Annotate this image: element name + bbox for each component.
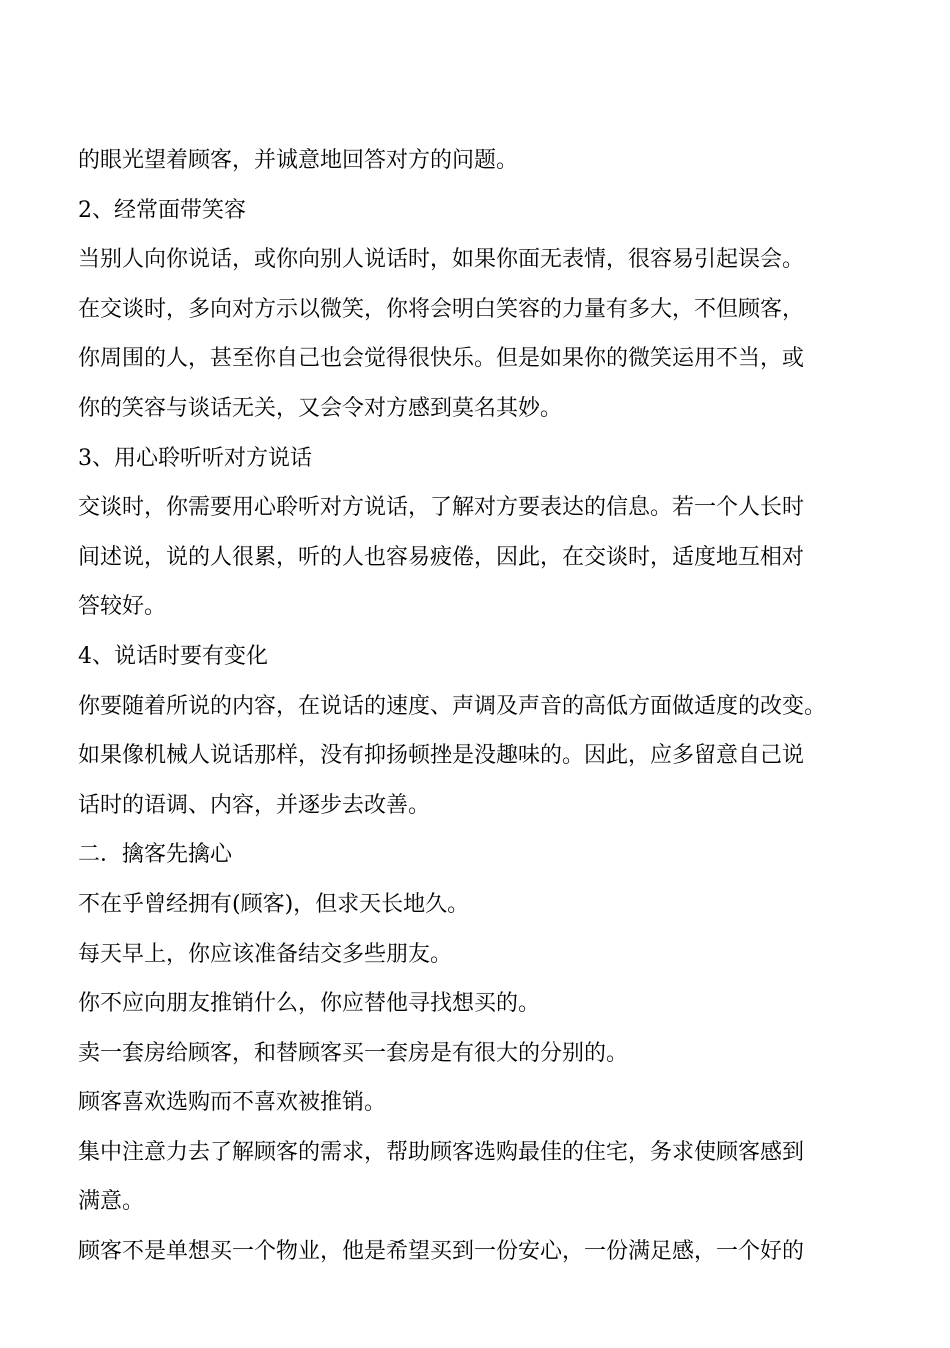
body-text-line: 当别人向你说话，或你向别人说话时，如果你面无表情，很容易引起误会。 xyxy=(78,247,805,273)
section-heading-smile: 2、经常面带笑容 xyxy=(78,197,246,223)
body-text-line: 间述说，说的人很累，听的人也容易疲倦，因此，在交谈时，适度地互相对 xyxy=(78,544,805,570)
section-heading-variation: 4、说话时要有变化 xyxy=(78,643,268,669)
body-text-line: 在交谈时，多向对方示以微笑，你将会明白笑容的力量有多大，不但顾客， xyxy=(78,296,805,322)
body-text-line: 话时的语调、内容，并逐步去改善。 xyxy=(78,792,431,818)
body-text-line: 顾客不是单想买一个物业，他是希望买到一份安心，一份满足感，一个好的 xyxy=(78,1239,805,1265)
body-text-line: 满意。 xyxy=(78,1189,145,1215)
body-text-line: 卖一套房给顾客，和替顾客买一套房是有很大的分别的。 xyxy=(78,1040,629,1066)
body-text-line: 答较好。 xyxy=(78,594,167,620)
chapter-heading-win-heart: 二．擒客先擒心 xyxy=(78,842,233,868)
body-text-line: 如果像机械人说话那样，没有抑扬顿挫是没趣味的。因此，应多留意自己说 xyxy=(78,743,805,769)
body-text-line: 的眼光望着顾客，并诚意地回答对方的问题。 xyxy=(78,148,519,173)
document-body xyxy=(78,136,898,1277)
body-text-line: 顾客喜欢选购而不喜欢被推销。 xyxy=(78,1090,387,1116)
body-text-line: 不在乎曾经拥有(顾客)，但求天长地久。 xyxy=(78,891,470,917)
body-text-line: 你要随着所说的内容，在说话的速度、声调及声音的高低方面做适度的改变。 xyxy=(78,693,827,719)
body-text-line: 你周围的人，甚至你自己也会觉得很快乐。但是如果你的微笑运用不当，或 xyxy=(78,346,805,372)
body-text-line: 你的笑容与谈话无关，又会令对方感到莫名其妙。 xyxy=(78,395,563,421)
section-heading-listen: 3、用心聆听听对方说话 xyxy=(78,445,312,471)
body-text-line: 你不应向朋友推销什么，你应替他寻找想买的。 xyxy=(78,991,541,1017)
body-text-line: 集中注意力去了解顾客的需求，帮助顾客选购最佳的住宅，务求使顾客感到 xyxy=(78,1139,805,1165)
body-text-line: 交谈时，你需要用心聆听对方说话，了解对方要表达的信息。若一个人长时 xyxy=(78,495,805,521)
body-text-line: 每天早上，你应该准备结交多些朋友。 xyxy=(78,941,453,967)
